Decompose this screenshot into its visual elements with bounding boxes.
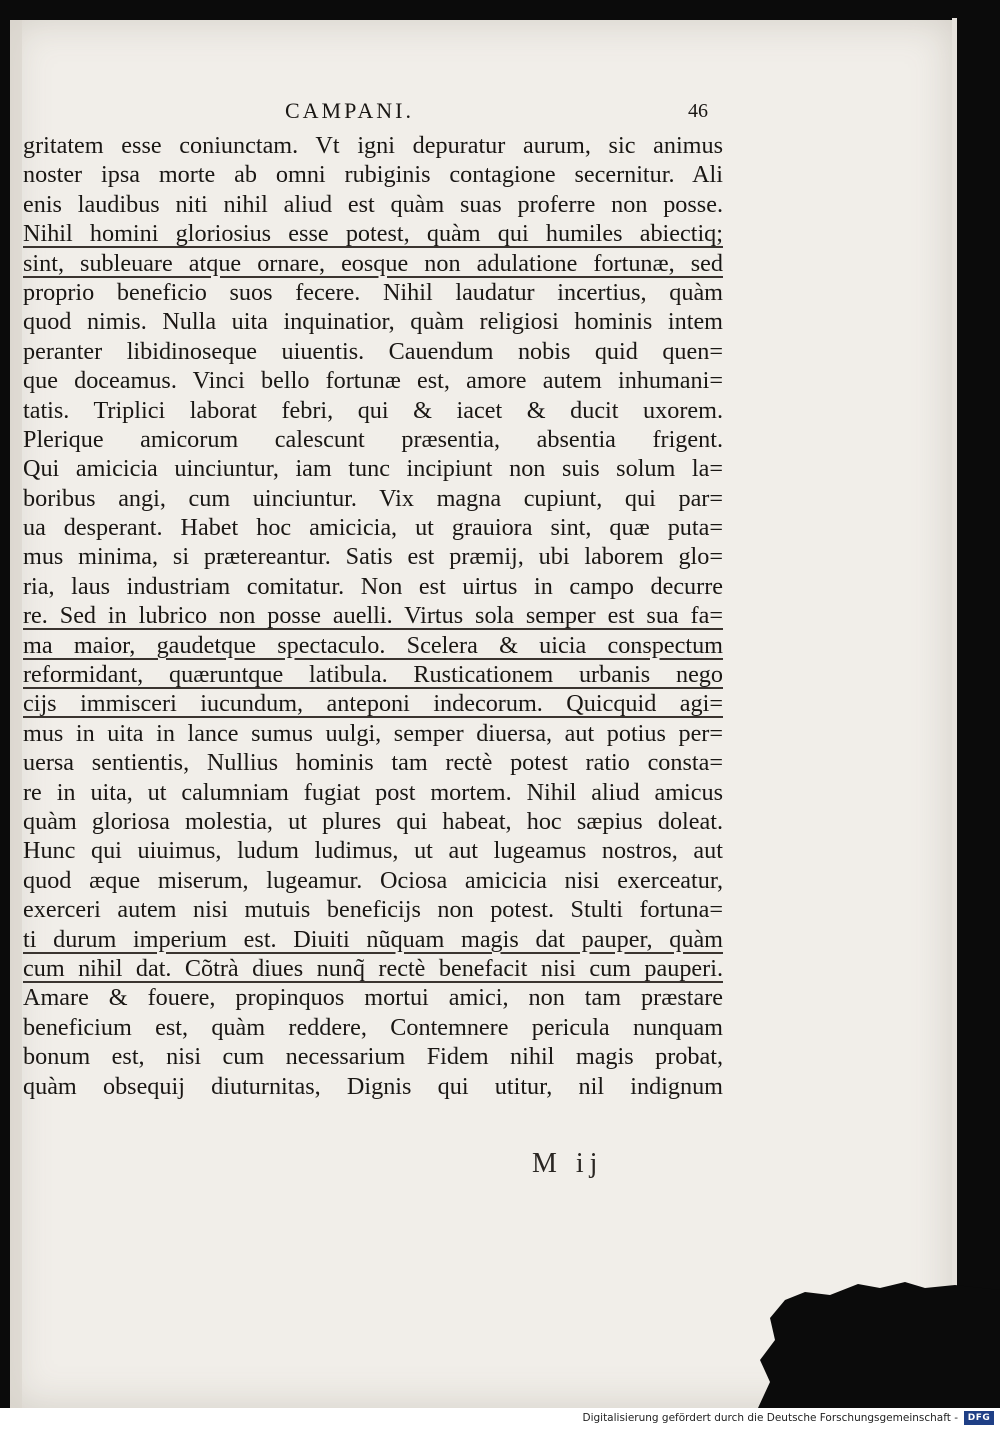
text-line: enis laudibus niti nihil aliud est quàm suas proferre non posse. [23,190,723,218]
text-line: quàm obsequij diuturnitas, Dignis qui utitur, nil indignum [23,1072,723,1100]
text-line: beneficium est, quàm reddere, Contemnere pericula nunquam [23,1013,723,1041]
text-line: ua desperant. Habet hoc amicicia, ut grauiora sint, quæ puta= [23,514,723,542]
text-line: quàm gloriosa molestia, ut plures qui habeat, hoc sæpius doleat. [23,807,723,835]
text-line: proprio beneficio suos fecere. Nihil laudatur incertius, quàm [23,278,723,306]
page-edge [952,18,957,1408]
text-line: ma maior, gaudetque spectaculo. Scelera & uicia conspectum [23,631,723,659]
text-line: bonum est, nisi cum necessarium Fidem nihil magis probat, [23,1043,723,1071]
funding-credit: Digitalisierung gefördert durch die Deutsche Forschungsgemeinschaft - [582,1412,958,1424]
text-line: peranter libidinoseque uiuentis. Cauendum nobis quid quen= [23,337,723,365]
text-line: mus in uita in lance sumus uulgi, semper diuersa, aut potius per= [23,719,723,747]
running-head: CAMPANI. [285,98,414,123]
text-line: cum nihil dat. Cõtrà diues nunq̃ rectè benefacit nisi cum pauperi. [23,954,723,982]
text-block [23,131,723,1101]
text-line: Nihil homini gloriosius esse potest, quàm qui humiles abiectiq; [23,220,723,248]
text-line: gritatem esse coniunctam. Vt igni depuratur aurum, sic animus [23,132,723,159]
text-line: re. Sed in lubrico non posse auelli. Virtus sola semper est sua fa= [23,602,723,630]
text-line: sint, subleuare atque ornare, eosque non adulatione fortunæ, sed [23,249,723,277]
text-line: re in uita, ut calumniam fugiat post mortem. Nihil aliud amicus [23,778,723,806]
text-line: mus minima, si prætereantur. Satis est præmij, ubi laborem glo= [23,543,723,571]
signature-mark: M ij [532,1148,604,1179]
text-line: tatis. Triplici laborat febri, qui & iacet & ducit uxorem. [23,396,723,424]
text-line: quod æque miserum, lugeamur. Ociosa amicicia nisi exerceatur, [23,866,723,894]
text-line: Hunc qui uiuimus, ludum ludimus, ut aut lugeamus nostros, aut [23,837,723,865]
text-line: Qui amicicia uinciuntur, iam tunc incipiunt non suis solum la= [23,455,723,483]
text-line: que doceamus. Vinci bello fortunæ est, amore autem inhumani= [23,367,723,395]
text-line: Plerique amicorum calescunt præsentia, absentia frigent. [23,425,723,453]
text-line: ti durum imperium est. Diuiti nũquam magis dat pauper, quàm [23,925,723,953]
text-line: uersa sentientis, Nullius hominis tam rectè potest ratio consta= [23,749,723,777]
dfg-logo: DFG [964,1411,994,1425]
text-line: reformidant, quæruntque latibula. Rusticationem urbanis nego [23,661,723,689]
text-line: noster ipsa morte ab omni rubiginis contagione secernitur. Ali [23,161,723,189]
text-line: Amare & fouere, propinquos mortui amici, non tam præstare [23,984,723,1012]
text-line: boribus angi, cum uinciuntur. Vix magna cupiunt, qui par= [23,484,723,512]
text-line: quod nimis. Nulla uita inquinatior, quàm religiosi hominis intem [23,308,723,336]
footer-bar [0,1408,1000,1430]
text-line: ria, laus industriam comitatur. Non est uirtus in campo decurre [23,572,723,600]
page-number: 46 [688,100,708,122]
text-line: cijs immisceri iucundum, anteponi indecorum. Quicquid agi= [23,690,723,718]
text-line: exerceri autem nisi mutuis beneficijs non potest. Stulti fortuna= [23,896,723,924]
